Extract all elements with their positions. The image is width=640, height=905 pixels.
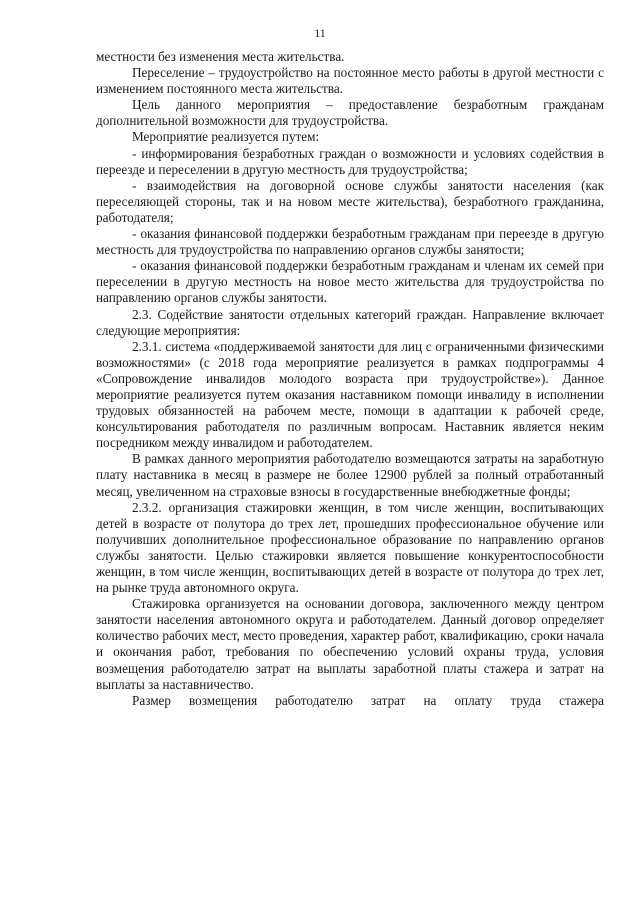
paragraph: Стажировка организуется на основании договора, заключенного между центром занятости населения автономного округа и работодателем. Данный договор определяет количество рабочих мест, место проведения, характер работ, квалификацию, сроки начала и окончания работ, требования по обеспечению условий охраны труда, условия возмещения работодателю затрат на выплаты заработной платы стажера и затрат на выплаты за наставничество. [96,596,604,692]
paragraph: 2.3.1. система «поддерживаемой занятости для лиц с ограниченными физическими возможностями» (с 2018 года мероприятие реализуется в рамках подпрограммы 4 «Сопровождение инвалидов молодого возраста при трудоустройстве»). Данное мероприятие реализуется путем оказания наставником помощи инвалиду в исполнении трудовых обязанностей на рабочем месте, помощи в адаптации к рабочей среде, консультирования работодателя по различным вопросам. Наставник является неким посредником между инвалидом и работодателем. [96,338,604,451]
paragraph: Переселение – трудоустройство на постоянное место работы в другой местности с изменением постоянного места жительства. [96,65,604,97]
paragraph: В рамках данного мероприятия работодателю возмещаются затраты на заработную плату наставника в месяц в размере не более 12900 рублей за полный отработанный месяц, увеличенном на страховые взносы в государственные внебюджетные фонды; [96,451,604,499]
section-heading-paragraph: 2.3. Содействие занятости отдельных категорий граждан. Направление включает следующие мероприятия: [96,306,604,338]
page-number: 11 [314,26,326,40]
paragraph: 2.3.2. организация стажировки женщин, в том числе женщин, воспитывающих детей в возрасте от полутора до трех лет, прошедших профессиональное обучение или получивших дополнительное профессиональное образование по направлению органов службы занятости. Целью стажировки является повышение конкурентоспособности женщин, в том числе женщин, воспитывающих детей в возрасте от полутора до трех лет, на рынке труда автономного округа. [96,499,604,596]
paragraph: местности без изменения места жительства. [96,49,345,64]
list-item: - оказания финансовой поддержки безработным гражданам при переезде в другую местность для трудоустройства по направлению органов службы занятости; [96,226,604,258]
paragraph: Мероприятие реализуется путем: [132,129,320,145]
paragraph: Размер возмещения работодателю затрат на оплату труда стажера [132,692,604,708]
document-body [96,49,604,709]
paragraph: Цель данного мероприятия – предоставление безработным гражданам дополнительной возможности для трудоустройства. [96,97,604,129]
list-item: - взаимодействия на договорной основе службы занятости населения (как переселяющей стороны, так и на новом месте жительства), безработного гражданина, работодателя; [96,177,604,225]
list-item: - информирования безработных граждан о возможности и условиях содействия в переезде и переселении в другую местность для трудоустройства; [96,145,604,177]
list-item: - оказания финансовой поддержки безработным гражданам и членам их семей при переселении в другую местность на новое место жительства для трудоустройства по направлению органов службы занятости. [96,258,604,306]
